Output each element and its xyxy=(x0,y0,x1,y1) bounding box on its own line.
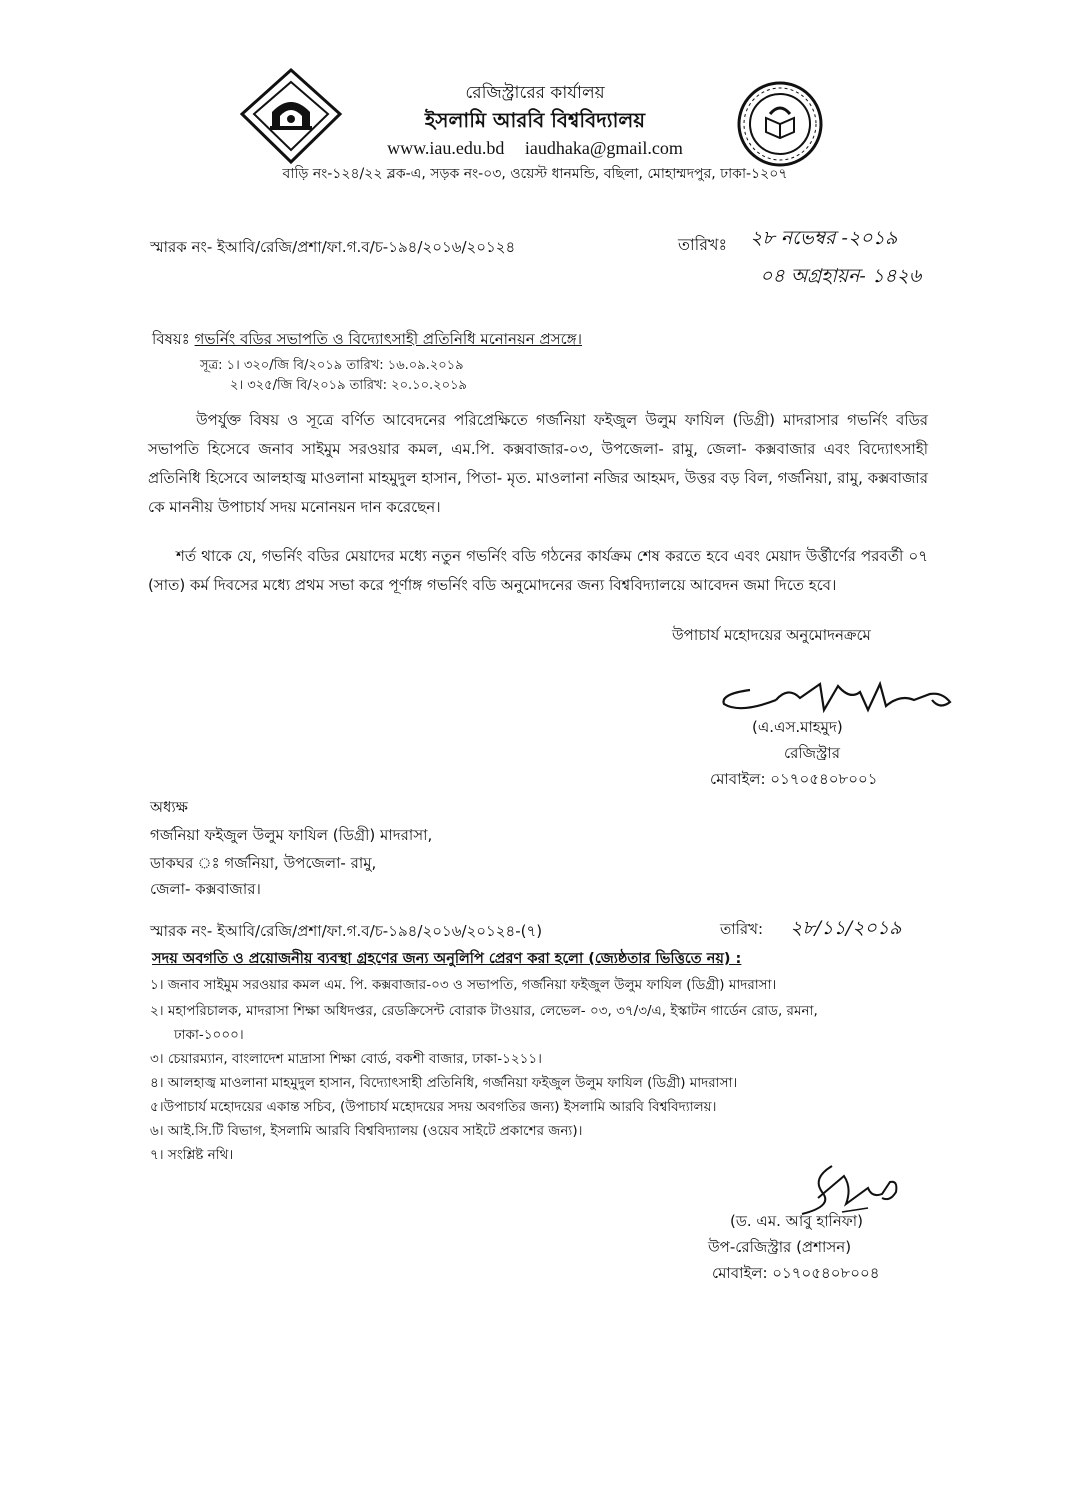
date-label: তারিখঃ xyxy=(678,235,728,254)
office-name: রেজিস্ট্রারের কার্যালয় xyxy=(465,83,605,103)
recipient-post: ডাকঘর ঃ গর্জনিয়া, উপজেলা- রামু, xyxy=(150,854,377,872)
date-bangla: ০৪ অগ্রহায়ন- ১৪২৬ xyxy=(760,265,922,287)
website-link[interactable]: www.iau.edu.bd xyxy=(387,138,505,158)
subject-line xyxy=(152,328,582,353)
recipient-institution: গর্জনিয়া ফইজুল উলুম ফাযিল (ডিগ্রী) মাদরাসা, xyxy=(150,826,433,844)
address-line: বাড়ি নং-১২৪/২২ ব্লক-এ, সড়ক নং-০৩, ওয়েস্ট ধানমন্ডি, বছিলা, মোহাম্মদপুর, ঢাকা-১২০৭ xyxy=(282,166,788,182)
deputy-registrar-name: (ড. এম. আবু হানিফা) xyxy=(730,1212,863,1230)
memo-reference-2: স্মারক নং- ইআবি/রেজি/প্রশা/ফা.গ.ব/চ-১৯৪/২০১৬/২০১২৪-(৭) xyxy=(150,922,543,940)
date-gregorian: ২৮ নভেম্বর -২০১৯ xyxy=(750,227,898,249)
copy-item: ১। জনাব সাইমুম সরওয়ার কমল এম. পি. কক্সবাজার-০৩ ও সভাপতি, গর্জনিয়া ফইজুল উলুম ফাযিল (ডিগ্রী) মাদরাসা। xyxy=(150,977,777,993)
deputy-registrar-title: উপ-রেজিস্ট্রার (প্রশাসন) xyxy=(708,1238,852,1256)
registrar-signature xyxy=(710,670,970,722)
copy-item: ২। মহাপরিচালক, মাদরাসা শিক্ষা অধিদপ্তর, রেডক্রিসেন্ট বোরাক টাওয়ার, লেভেল- ০৩, ৩৭/৩/এ, ইস্কাটন গার্ডেন রোড, রমনা, xyxy=(150,1003,818,1019)
recipient-title: অধ্যক্ষ xyxy=(150,798,188,816)
registrar-title: রেজিস্ট্রার xyxy=(784,744,841,762)
copy-item: ৭। সংশ্লিষ্ট নথি। xyxy=(150,1147,234,1163)
date-label-2: তারিখ: xyxy=(720,920,764,938)
copy-item: ৩। চেয়ারম্যান, বাংলাদেশ মাদ্রাসা শিক্ষা বোর্ড, বকশী বাজার, ঢাকা-১২১১। xyxy=(150,1051,542,1067)
subject-text: গভর্নিং বডির সভাপতি ও বিদ্যোৎসাহী প্রতিনিধি মনোনয়ন প্রসঙ্গে। xyxy=(194,330,582,348)
copy-item: ৫।উপাচার্য মহোদয়ের একান্ত সচিব, (উপাচার্য মহোদয়ের সদয় অবগতির জন্য) ইসলামি আরবি বিশ্ববিদ্যালয়। xyxy=(150,1099,717,1115)
recipient-district: জেলা- কক্সবাজার। xyxy=(150,880,261,898)
copy-item-continuation: ঢাকা-১০০০। xyxy=(174,1027,244,1043)
copy-item: ৪। আলহাজ্ব মাওলানা মাহমুদুল হাসান, বিদ্যোৎসাহী প্রতিনিধি, গর্জনিয়া ফইজুল উলুম ফাযিল (ডিগ্রী) মাদরাসা। xyxy=(150,1075,738,1091)
body-paragraph-2: শর্ত থাকে যে, গভর্নিং বডির মেয়াদের মধ্যে নতুন গভর্নিং বডি গঠনের কার্যক্রম শেষ করতে হবে এবং মেয়াদ উর্ত্তীর্ণের পরবর্তী ০৭ (সাত) কর্ম দিবসের মধ্যে প্রথম সভা করে পূর্ণাঙ্গ গভর্নিং বডি অনুমোদনের জন্য বিশ্ববিদ্যালয়ে আবেদন জমা দিতে হবে। xyxy=(148,547,928,594)
subject-label: বিষয়ঃ xyxy=(152,330,190,348)
registrar-mobile: মোবাইল: ০১৭০৫৪০৮০০১ xyxy=(710,770,878,788)
contact-line xyxy=(0,138,1070,159)
copies-heading: সদয় অবগতি ও প্রয়োজনীয় ব্যবস্থা গ্রহণের জন্য অনুলিপি প্রেরণ করা হলো (জ্যেষ্ঠতার ভিত্তিতে নয়) : xyxy=(152,951,742,967)
date-2: ২৮/১১/২০১৯ xyxy=(790,917,902,939)
reference-1: সূত্র: ১। ৩২০/জি বি/২০১৯ তারিখ: ১৬.০৯.২০১৯ xyxy=(200,358,464,373)
university-name: ইসলামি আরবি বিশ্ববিদ্যালয় xyxy=(424,108,646,132)
copy-item: ৬। আই.সি.টি বিভাগ, ইসলামি আরবি বিশ্ববিদ্যালয় (ওয়েব সাইটে প্রকাশের জন্য)। xyxy=(150,1123,583,1139)
email-link[interactable]: iaudhaka@gmail.com xyxy=(524,138,683,158)
approval-note: উপাচার্য মহোদয়ের অনুমোদনক্রমে xyxy=(672,626,871,644)
memo-reference: স্মারক নং- ইআবি/রেজি/প্রশা/ফা.গ.ব/চ-১৯৪/২০১৬/২০১২৪ xyxy=(150,238,516,256)
registrar-name: (এ.এস.মাহমুদ) xyxy=(752,718,843,736)
deputy-registrar-mobile: মোবাইল: ০১৭০৫৪০৮০০৪ xyxy=(712,1264,880,1282)
body-paragraph-1: উপর্যুক্ত বিষয় ও সূত্রে বর্ণিত আবেদনের পরিপ্রেক্ষিতে গর্জনিয়া ফইজুল উলুম ফাযিল (ডিগ্রী) মাদরাসার গভর্নিং বডির সভাপতি হিসেবে জনাব সাইমুম সরওয়ার কমল, এম.পি. কক্সবাজার-০৩, উপজেলা- রামু, জেলা- কক্সবাজার এবং বিদ্যোৎসাহী প্রতিনিধি হিসেবে আলহাজ্ব মাওলানা মাহমুদুল হাসান, পিতা- মৃত. মাওলানা নজির আহমদ, উত্তর বড় বিল, গর্জনিয়া, রামু, কক্সবাজার কে মাননীয় উপাচার্য সদয় মনোনয়ন দান করেছেন। xyxy=(148,411,928,516)
reference-2: ২। ৩২৫/জি বি/২০১৯ তারিখ: ২০.১০.২০১৯ xyxy=(230,378,467,393)
